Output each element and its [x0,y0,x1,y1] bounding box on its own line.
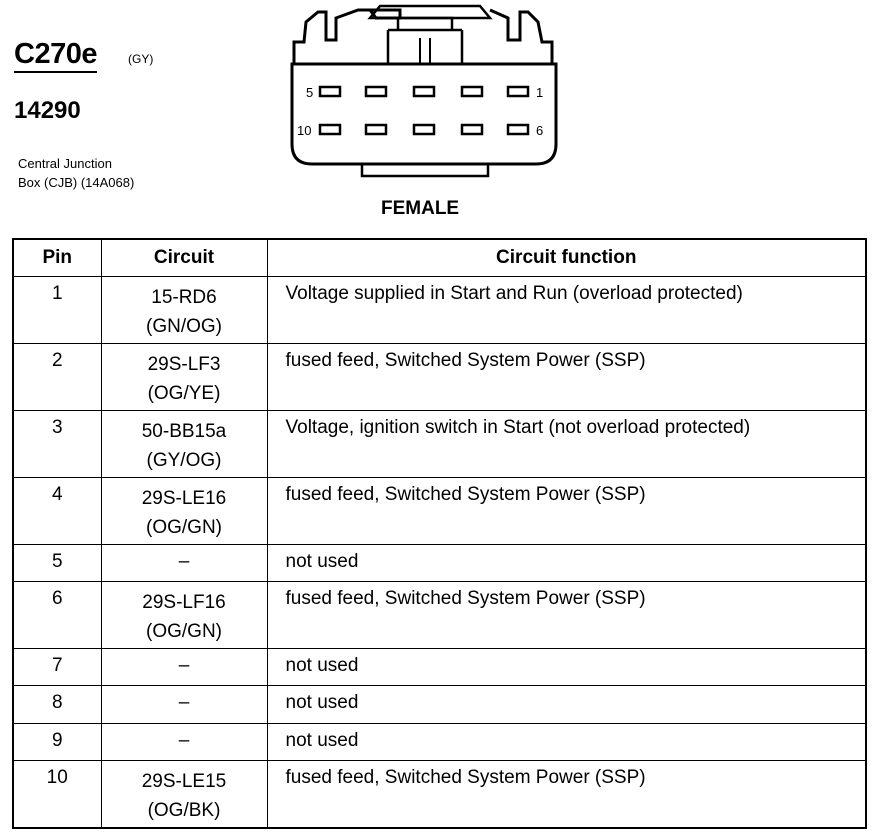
pinout-table [12,238,867,829]
column-header-pin: Pin [13,239,101,277]
circuit-cell [101,649,267,686]
circuit-code: 15-RD6 [151,287,217,308]
table-row [13,686,866,724]
pin-number: 5 [13,545,101,582]
location-line-1: Central Junction [18,156,112,171]
table-row [13,411,866,478]
pin-number: 8 [13,686,101,724]
circuit-code: – [178,655,190,676]
column-header-function: Circuit function [267,239,866,277]
circuit-code: 50-BB15a [141,421,227,442]
wire-color: (OG/GN) [146,517,222,538]
pin-label-5: 5 [306,85,314,100]
pin-label-1: 1 [536,85,544,100]
circuit-code: – [178,692,190,713]
pin-label-6: 6 [536,123,544,138]
table-row [13,582,866,649]
circuit-function: fused feed, Switched System Power (SSP) [267,478,866,545]
table-row [13,277,866,344]
circuit-function: fused feed, Switched System Power (SSP) [267,761,866,828]
connector-color: (GY) [128,52,154,66]
circuit-function: fused feed, Switched System Power (SSP) [267,344,866,411]
pin-number: 1 [13,277,101,344]
wire-color: (GN/OG) [146,316,222,337]
connector-gender: FEMALE [381,198,460,219]
circuit-function: not used [267,545,866,582]
circuit-cell [101,761,267,828]
location-line-2: Box (CJB) (14A068) [18,175,135,190]
table-row [13,649,866,686]
circuit-function: Voltage supplied in Start and Run (overload protected) [267,277,866,344]
circuit-cell [101,545,267,582]
circuit-cell [101,582,267,649]
connector-face-diagram [280,4,580,194]
part-number: 14290 [14,97,81,124]
circuit-function: Voltage, ignition switch in Start (not overload protected) [267,411,866,478]
pin-number: 7 [13,649,101,686]
pin-cavities-top-row [320,87,528,96]
table-row [13,478,866,545]
wire-color: (OG/GN) [146,621,222,642]
table-row [13,545,866,582]
pin-label-10: 10 [297,123,312,138]
pin-number: 10 [13,761,101,828]
pin-number: 3 [13,411,101,478]
wire-color: (OG/YE) [147,383,221,404]
circuit-code: 29S-LF16 [142,592,226,613]
connector-body [292,64,556,164]
connector-bottom-tab [362,164,488,176]
circuit-function: not used [267,724,866,761]
connector-latch [370,6,490,18]
connector-key-slot [388,18,462,64]
table-header-row [13,239,866,277]
table-row [13,761,866,828]
circuit-code: – [178,551,190,572]
circuit-cell [101,344,267,411]
table-row [13,344,866,411]
column-header-circuit: Circuit [101,239,267,277]
pin-number: 4 [13,478,101,545]
pin-number: 6 [13,582,101,649]
circuit-function: fused feed, Switched System Power (SSP) [267,582,866,649]
table-row [13,724,866,761]
circuit-code: 29S-LE16 [141,488,227,509]
circuit-cell [101,686,267,724]
circuit-code: – [178,730,190,751]
circuit-cell [101,478,267,545]
circuit-cell [101,724,267,761]
connector-id: C270e [14,38,97,73]
circuit-function: not used [267,649,866,686]
connector-location [18,154,218,192]
wire-color: (GY/OG) [146,450,222,471]
wire-color: (OG/BK) [147,800,221,821]
circuit-code: 29S-LE15 [141,771,227,792]
pin-number: 9 [13,724,101,761]
pin-number: 2 [13,344,101,411]
circuit-function: not used [267,686,866,724]
circuit-cell [101,411,267,478]
circuit-code: 29S-LF3 [147,354,221,375]
circuit-cell [101,277,267,344]
pin-cavities-bottom-row [320,125,528,134]
